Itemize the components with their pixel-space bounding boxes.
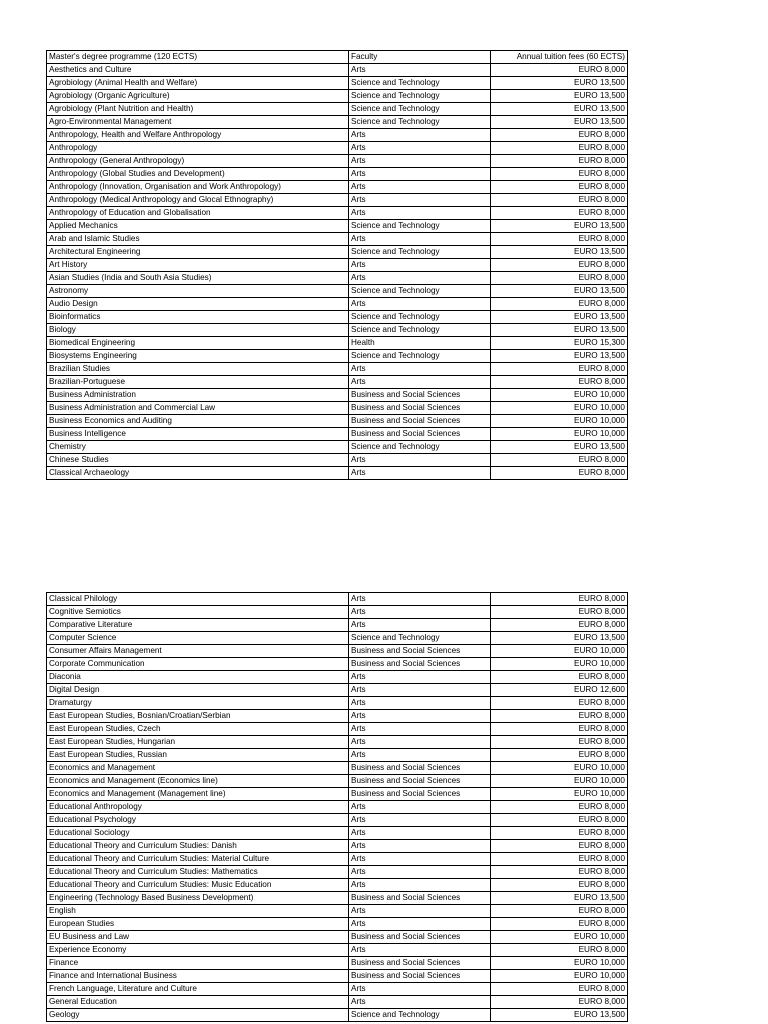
tuition-fee-cell: EURO 8,000 <box>491 259 628 272</box>
tuition-fee-cell: EURO 8,000 <box>491 155 628 168</box>
faculty-cell: Arts <box>349 363 491 376</box>
programme-cell: Brazilian-Portuguese <box>47 376 349 389</box>
tuition-fee-cell: EURO 13,500 <box>491 285 628 298</box>
programme-cell: English <box>47 905 349 918</box>
programme-cell: Educational Anthropology <box>47 801 349 814</box>
faculty-cell: Arts <box>349 181 491 194</box>
table-row <box>47 788 628 801</box>
tuition-fee-cell: EURO 8,000 <box>491 619 628 632</box>
tuition-fee-cell: EURO 10,000 <box>491 788 628 801</box>
programme-cell: Educational Theory and Curriculum Studies: Danish <box>47 840 349 853</box>
programme-cell: Economics and Management <box>47 762 349 775</box>
faculty-cell: Arts <box>349 467 491 480</box>
programme-cell: Economics and Management (Economics line) <box>47 775 349 788</box>
programme-cell: Educational Sociology <box>47 827 349 840</box>
programme-cell: Applied Mechanics <box>47 220 349 233</box>
programme-cell: Biology <box>47 324 349 337</box>
table-row <box>47 879 628 892</box>
faculty-cell: Arts <box>349 905 491 918</box>
faculty-cell: Arts <box>349 454 491 467</box>
table-row <box>47 606 628 619</box>
tuition-fee-cell: EURO 10,000 <box>491 957 628 970</box>
table-row <box>47 272 628 285</box>
faculty-cell: Business and Social Sciences <box>349 931 491 944</box>
table-row <box>47 428 628 441</box>
table-row <box>47 168 628 181</box>
programme-cell: Agrobiology (Animal Health and Welfare) <box>47 77 349 90</box>
tuition-fee-cell: EURO 8,000 <box>491 814 628 827</box>
table-row <box>47 337 628 350</box>
programme-cell: Art History <box>47 259 349 272</box>
tuition-fee-cell: EURO 13,500 <box>491 103 628 116</box>
faculty-cell: Business and Social Sciences <box>349 402 491 415</box>
faculty-cell: Arts <box>349 272 491 285</box>
table-row <box>47 116 628 129</box>
tuition-fee-cell: EURO 13,500 <box>491 246 628 259</box>
tuition-fee-cell: EURO 13,500 <box>491 116 628 129</box>
faculty-cell: Arts <box>349 736 491 749</box>
tuition-fee-cell: EURO 8,000 <box>491 723 628 736</box>
table-row <box>47 697 628 710</box>
tuition-fee-cell: EURO 8,000 <box>491 593 628 606</box>
table-row <box>47 207 628 220</box>
programme-cell: Anthropology <box>47 142 349 155</box>
faculty-cell: Arts <box>349 918 491 931</box>
faculty-cell: Business and Social Sciences <box>349 957 491 970</box>
column-header: Faculty <box>349 51 491 64</box>
faculty-cell: Science and Technology <box>349 311 491 324</box>
tuition-fee-cell: EURO 13,500 <box>491 220 628 233</box>
programme-cell: Anthropology of Education and Globalisation <box>47 207 349 220</box>
tuition-fee-cell: EURO 8,000 <box>491 749 628 762</box>
faculty-cell: Science and Technology <box>349 116 491 129</box>
table-row <box>47 402 628 415</box>
tuition-fee-cell: EURO 8,000 <box>491 272 628 285</box>
table-row <box>47 376 628 389</box>
faculty-cell: Arts <box>349 684 491 697</box>
programme-cell: French Language, Literature and Culture <box>47 983 349 996</box>
tuition-fee-cell: EURO 8,000 <box>491 840 628 853</box>
tuition-fee-cell: EURO 10,000 <box>491 402 628 415</box>
programme-cell: Business Economics and Auditing <box>47 415 349 428</box>
tuition-fee-cell: EURO 8,000 <box>491 879 628 892</box>
programme-cell: Geology <box>47 1009 349 1022</box>
faculty-cell: Science and Technology <box>349 90 491 103</box>
faculty-cell: Business and Social Sciences <box>349 415 491 428</box>
programme-cell: Audio Design <box>47 298 349 311</box>
faculty-cell: Arts <box>349 723 491 736</box>
faculty-cell: Business and Social Sciences <box>349 892 491 905</box>
faculty-cell: Arts <box>349 944 491 957</box>
faculty-cell: Arts <box>349 259 491 272</box>
programme-cell: East European Studies, Hungarian <box>47 736 349 749</box>
table-row <box>47 671 628 684</box>
faculty-cell: Business and Social Sciences <box>349 658 491 671</box>
faculty-cell: Arts <box>349 840 491 853</box>
faculty-cell: Arts <box>349 749 491 762</box>
table-row <box>47 181 628 194</box>
table-row <box>47 905 628 918</box>
table-row <box>47 723 628 736</box>
faculty-cell: Business and Social Sciences <box>349 762 491 775</box>
faculty-cell: Science and Technology <box>349 246 491 259</box>
table-row <box>47 90 628 103</box>
table-row <box>47 619 628 632</box>
programme-cell: Corporate Communication <box>47 658 349 671</box>
tuition-fee-cell: EURO 10,000 <box>491 775 628 788</box>
faculty-cell: Science and Technology <box>349 632 491 645</box>
programme-cell: Digital Design <box>47 684 349 697</box>
tuition-fee-cell: EURO 13,500 <box>491 350 628 363</box>
programme-cell: Asian Studies (India and South Asia Studies) <box>47 272 349 285</box>
table-row <box>47 259 628 272</box>
programme-cell: East European Studies, Russian <box>47 749 349 762</box>
table-row <box>47 970 628 983</box>
faculty-cell: Business and Social Sciences <box>349 389 491 402</box>
programme-cell: Arab and Islamic Studies <box>47 233 349 246</box>
faculty-cell: Business and Social Sciences <box>349 970 491 983</box>
programme-cell: Business Administration <box>47 389 349 402</box>
table-row <box>47 658 628 671</box>
table-row <box>47 853 628 866</box>
tuition-fee-cell: EURO 13,500 <box>491 441 628 454</box>
table-row <box>47 233 628 246</box>
programme-cell: Anthropology (Global Studies and Development) <box>47 168 349 181</box>
tuition-fee-cell: EURO 8,000 <box>491 996 628 1009</box>
table-row <box>47 363 628 376</box>
tuition-fee-cell: EURO 8,000 <box>491 853 628 866</box>
column-header: Master's degree programme (120 ECTS) <box>47 51 349 64</box>
tuition-fee-cell: EURO 8,000 <box>491 376 628 389</box>
table-row <box>47 285 628 298</box>
tuition-fee-cell: EURO 8,000 <box>491 671 628 684</box>
programme-cell: Biomedical Engineering <box>47 337 349 350</box>
tuition-fee-cell: EURO 8,000 <box>491 801 628 814</box>
tuition-fee-cell: EURO 13,500 <box>491 77 628 90</box>
faculty-cell: Arts <box>349 298 491 311</box>
faculty-cell: Science and Technology <box>349 285 491 298</box>
faculty-cell: Arts <box>349 801 491 814</box>
table-row <box>47 103 628 116</box>
tuition-fee-cell: EURO 10,000 <box>491 428 628 441</box>
tuition-fee-cell: EURO 10,000 <box>491 762 628 775</box>
table-row <box>47 77 628 90</box>
programme-cell: Classical Philology <box>47 593 349 606</box>
faculty-cell: Arts <box>349 129 491 142</box>
faculty-cell: Arts <box>349 207 491 220</box>
faculty-cell: Arts <box>349 697 491 710</box>
programme-cell: Engineering (Technology Based Business Development) <box>47 892 349 905</box>
table-row <box>47 827 628 840</box>
table-row <box>47 931 628 944</box>
faculty-cell: Arts <box>349 376 491 389</box>
table-row <box>47 142 628 155</box>
tuition-fee-cell: EURO 8,000 <box>491 467 628 480</box>
faculty-cell: Health <box>349 337 491 350</box>
table-row <box>47 775 628 788</box>
programme-cell: Dramaturgy <box>47 697 349 710</box>
faculty-cell: Arts <box>349 996 491 1009</box>
programme-cell: Biosystems Engineering <box>47 350 349 363</box>
table-row <box>47 801 628 814</box>
faculty-cell: Arts <box>349 814 491 827</box>
faculty-cell: Arts <box>349 853 491 866</box>
programme-cell: Architectural Engineering <box>47 246 349 259</box>
faculty-cell: Science and Technology <box>349 1009 491 1022</box>
table-row <box>47 736 628 749</box>
tuition-fee-cell: EURO 8,000 <box>491 736 628 749</box>
table-row <box>47 645 628 658</box>
table-row <box>47 749 628 762</box>
tuition-fee-cell: EURO 8,000 <box>491 983 628 996</box>
faculty-cell: Arts <box>349 606 491 619</box>
tuition-fee-cell: EURO 8,000 <box>491 454 628 467</box>
tuition-fee-cell: EURO 8,000 <box>491 905 628 918</box>
programme-cell: Astronomy <box>47 285 349 298</box>
faculty-cell: Science and Technology <box>349 220 491 233</box>
faculty-cell: Arts <box>349 155 491 168</box>
tuition-fee-cell: EURO 8,000 <box>491 363 628 376</box>
programme-cell: Comparative Literature <box>47 619 349 632</box>
table-row <box>47 983 628 996</box>
tuition-table-2 <box>46 592 628 1022</box>
table-row <box>47 415 628 428</box>
tuition-fee-cell: EURO 15,300 <box>491 337 628 350</box>
faculty-cell: Science and Technology <box>349 324 491 337</box>
tuition-fee-cell: EURO 8,000 <box>491 710 628 723</box>
tuition-fee-cell: EURO 8,000 <box>491 64 628 77</box>
programme-cell: Consumer Affairs Management <box>47 645 349 658</box>
programme-cell: Diaconia <box>47 671 349 684</box>
tuition-fee-cell: EURO 8,000 <box>491 866 628 879</box>
faculty-cell: Arts <box>349 827 491 840</box>
table-row <box>47 632 628 645</box>
faculty-cell: Arts <box>349 866 491 879</box>
table-row <box>47 710 628 723</box>
programme-cell: Brazilian Studies <box>47 363 349 376</box>
table-row <box>47 155 628 168</box>
programme-cell: Educational Psychology <box>47 814 349 827</box>
faculty-cell: Arts <box>349 671 491 684</box>
tuition-fee-cell: EURO 8,000 <box>491 142 628 155</box>
faculty-cell: Science and Technology <box>349 441 491 454</box>
programme-cell: Economics and Management (Management line) <box>47 788 349 801</box>
table-row <box>47 311 628 324</box>
faculty-cell: Arts <box>349 983 491 996</box>
tuition-fee-cell: EURO 8,000 <box>491 827 628 840</box>
table-row <box>47 593 628 606</box>
table-row <box>47 918 628 931</box>
tuition-fee-cell: EURO 8,000 <box>491 606 628 619</box>
table-row <box>47 246 628 259</box>
tuition-fee-cell: EURO 13,500 <box>491 90 628 103</box>
tuition-fee-cell: EURO 13,500 <box>491 632 628 645</box>
table-row <box>47 866 628 879</box>
tuition-table-1 <box>46 50 628 480</box>
programme-cell: Aesthetics and Culture <box>47 64 349 77</box>
table-row <box>47 220 628 233</box>
programme-cell: General Education <box>47 996 349 1009</box>
tuition-fee-cell: EURO 13,500 <box>491 1009 628 1022</box>
faculty-cell: Arts <box>349 710 491 723</box>
tuition-fee-cell: EURO 13,500 <box>491 892 628 905</box>
faculty-cell: Business and Social Sciences <box>349 775 491 788</box>
tuition-fee-cell: EURO 8,000 <box>491 207 628 220</box>
programme-cell: European Studies <box>47 918 349 931</box>
faculty-cell: Science and Technology <box>349 103 491 116</box>
tuition-fee-cell: EURO 10,000 <box>491 658 628 671</box>
programme-cell: Experience Economy <box>47 944 349 957</box>
table-row <box>47 454 628 467</box>
tuition-fee-cell: EURO 10,000 <box>491 931 628 944</box>
tuition-fee-cell: EURO 8,000 <box>491 233 628 246</box>
faculty-cell: Science and Technology <box>349 350 491 363</box>
table-row <box>47 298 628 311</box>
programme-cell: EU Business and Law <box>47 931 349 944</box>
table-row <box>47 1009 628 1022</box>
table-row <box>47 129 628 142</box>
tuition-fee-cell: EURO 8,000 <box>491 168 628 181</box>
table-row <box>47 324 628 337</box>
table-row <box>47 892 628 905</box>
tuition-fee-cell: EURO 8,000 <box>491 697 628 710</box>
tuition-fee-cell: EURO 8,000 <box>491 181 628 194</box>
programme-cell: Classical Archaeology <box>47 467 349 480</box>
faculty-cell: Business and Social Sciences <box>349 428 491 441</box>
table-row <box>47 996 628 1009</box>
table-row <box>47 684 628 697</box>
table-row <box>47 957 628 970</box>
faculty-cell: Arts <box>349 194 491 207</box>
faculty-cell: Science and Technology <box>349 77 491 90</box>
tuition-fee-cell: EURO 13,500 <box>491 311 628 324</box>
programme-cell: Educational Theory and Curriculum Studies: Material Culture <box>47 853 349 866</box>
table-row <box>47 194 628 207</box>
tuition-fee-cell: EURO 8,000 <box>491 298 628 311</box>
programme-cell: East European Studies, Czech <box>47 723 349 736</box>
programme-cell: Educational Theory and Curriculum Studies: Music Education <box>47 879 349 892</box>
table-row <box>47 467 628 480</box>
table-row <box>47 762 628 775</box>
programme-cell: Anthropology (Medical Anthropology and Glocal Ethnography) <box>47 194 349 207</box>
table-row <box>47 350 628 363</box>
tuition-fee-cell: EURO 10,000 <box>491 645 628 658</box>
faculty-cell: Business and Social Sciences <box>349 645 491 658</box>
tuition-fee-cell: EURO 8,000 <box>491 194 628 207</box>
faculty-cell: Arts <box>349 619 491 632</box>
faculty-cell: Arts <box>349 64 491 77</box>
programme-cell: Anthropology (Innovation, Organisation and Work Anthropology) <box>47 181 349 194</box>
faculty-cell: Business and Social Sciences <box>349 788 491 801</box>
tuition-fee-cell: EURO 10,000 <box>491 970 628 983</box>
programme-cell: Business Intelligence <box>47 428 349 441</box>
tuition-fee-cell: EURO 13,500 <box>491 324 628 337</box>
faculty-cell: Arts <box>349 879 491 892</box>
faculty-cell: Arts <box>349 142 491 155</box>
faculty-cell: Arts <box>349 233 491 246</box>
programme-cell: Anthropology (General Anthropology) <box>47 155 349 168</box>
programme-cell: Chemistry <box>47 441 349 454</box>
programme-cell: East European Studies, Bosnian/Croatian/Serbian <box>47 710 349 723</box>
tuition-fee-cell: EURO 12,600 <box>491 684 628 697</box>
programme-cell: Computer Science <box>47 632 349 645</box>
programme-cell: Business Administration and Commercial Law <box>47 402 349 415</box>
column-header: Annual tuition fees (60 ECTS) <box>491 51 628 64</box>
table-row <box>47 389 628 402</box>
programme-cell: Cognitive Semiotics <box>47 606 349 619</box>
programme-cell: Educational Theory and Curriculum Studies: Mathematics <box>47 866 349 879</box>
table-row <box>47 441 628 454</box>
faculty-cell: Arts <box>349 168 491 181</box>
tuition-fee-cell: EURO 8,000 <box>491 918 628 931</box>
programme-cell: Finance and International Business <box>47 970 349 983</box>
programme-cell: Finance <box>47 957 349 970</box>
programme-cell: Agrobiology (Organic Agriculture) <box>47 90 349 103</box>
tuition-fee-cell: EURO 10,000 <box>491 389 628 402</box>
table-header-row <box>47 51 628 64</box>
table-row <box>47 840 628 853</box>
programme-cell: Anthropology, Health and Welfare Anthropology <box>47 129 349 142</box>
faculty-cell: Arts <box>349 593 491 606</box>
table-row <box>47 814 628 827</box>
tuition-fee-cell: EURO 8,000 <box>491 944 628 957</box>
tuition-fee-cell: EURO 8,000 <box>491 129 628 142</box>
programme-cell: Agrobiology (Plant Nutrition and Health) <box>47 103 349 116</box>
programme-cell: Bioinformatics <box>47 311 349 324</box>
table-row <box>47 64 628 77</box>
programme-cell: Agro-Environmental Management <box>47 116 349 129</box>
programme-cell: Chinese Studies <box>47 454 349 467</box>
tuition-fee-cell: EURO 10,000 <box>491 415 628 428</box>
table-row <box>47 944 628 957</box>
